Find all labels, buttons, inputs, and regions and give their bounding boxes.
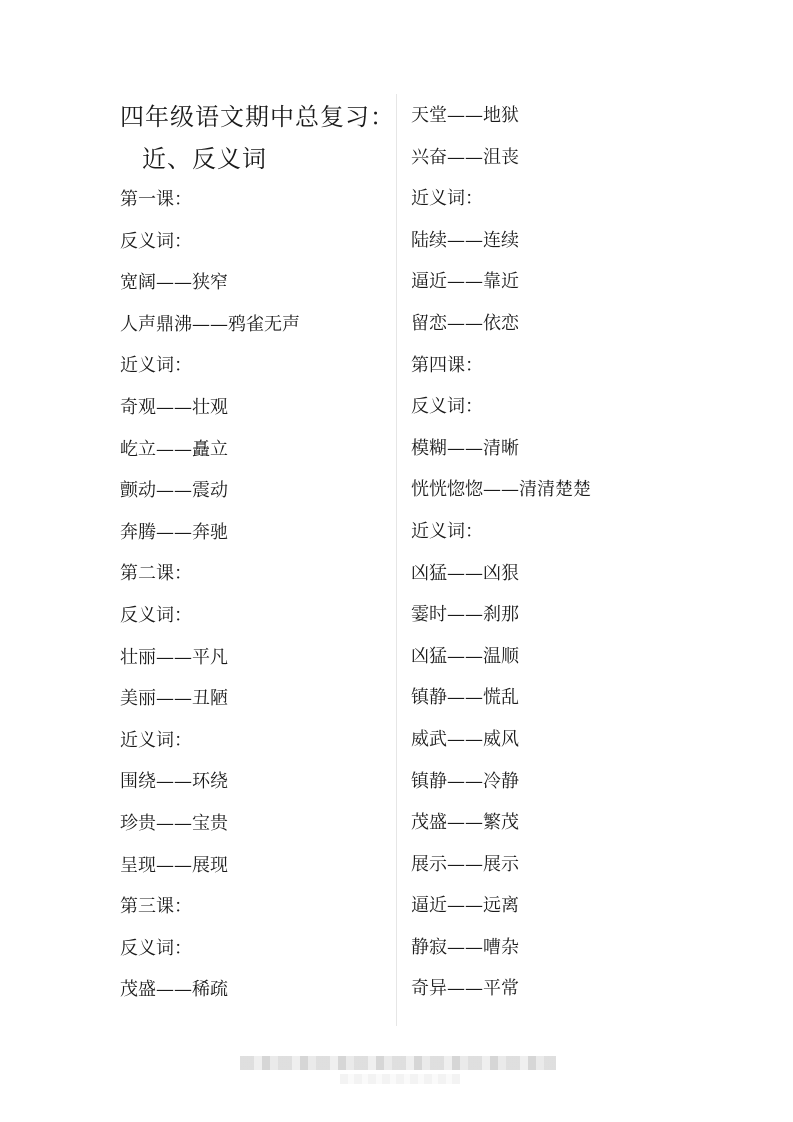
word-pair: 珍贵——宝贵: [120, 812, 228, 834]
column-divider: [396, 94, 397, 1026]
right-column: [411, 102, 591, 1017]
word-pair: 茂盛——稀疏: [120, 979, 228, 1001]
word-pair: 美丽——丑陋: [120, 688, 228, 710]
word-pair: 兴奋——沮丧: [411, 146, 519, 168]
page-subtitle: 近、反义词: [142, 145, 267, 173]
lesson-heading: 第四课：: [411, 354, 483, 376]
word-pair: 威武——威风: [411, 728, 519, 750]
word-pair: 壮丽——平凡: [120, 646, 228, 668]
section-label: 反义词：: [120, 937, 192, 959]
section-label: 近义词：: [411, 188, 483, 210]
word-pair: 茂盛——繁茂: [411, 812, 519, 834]
word-pair: 凶猛——凶狠: [411, 562, 519, 584]
word-pair: 人声鼎沸——鸦雀无声: [120, 313, 300, 335]
word-pair: 凶猛——温顺: [411, 645, 519, 667]
left-column: [120, 186, 300, 1018]
section-label: 近义词：: [411, 520, 483, 542]
word-pair: 逼近——远离: [411, 895, 519, 917]
section-label: 反义词：: [411, 396, 483, 418]
word-pair: 陆续——连续: [411, 229, 519, 251]
word-pair: 屹立——矗立: [120, 438, 228, 460]
word-pair: 奔腾——奔驰: [120, 521, 228, 543]
word-pair: 展示——展示: [411, 853, 519, 875]
section-label: 近义词：: [120, 355, 192, 377]
word-pair: 逼近——靠近: [411, 271, 519, 293]
blurred-footer-subline: [340, 1074, 460, 1084]
word-pair: 宽阔——狭窄: [120, 272, 228, 294]
section-label: 反义词：: [120, 604, 192, 626]
lesson-heading: 第一课：: [120, 189, 192, 210]
section-label: 反义词：: [120, 230, 192, 252]
word-pair: 镇静——冷静: [411, 770, 519, 792]
lesson-heading: 第三课：: [120, 896, 192, 918]
word-pair: 天堂——地狱: [411, 105, 519, 126]
word-pair: 颤动——震动: [120, 480, 228, 502]
word-pair: 静寂——嘈杂: [411, 936, 519, 958]
word-pair: 恍恍惚惚——清清楚楚: [411, 479, 591, 501]
page-title: 四年级语文期中总复习：: [120, 103, 395, 131]
lesson-heading: 第二课：: [120, 563, 192, 585]
word-pair: 围绕——环绕: [120, 771, 228, 793]
word-pair: 留恋——依恋: [411, 312, 519, 334]
word-pair: 镇静——慌乱: [411, 687, 519, 709]
word-pair: 奇观——壮观: [120, 396, 228, 418]
word-pair: 奇异——平常: [411, 978, 519, 1000]
blurred-footer-watermark: [240, 1056, 556, 1070]
word-pair: 模糊——清晰: [411, 437, 519, 459]
section-label: 近义词：: [120, 729, 192, 751]
word-pair: 呈现——展现: [120, 854, 228, 876]
word-pair: 霎时——刹那: [411, 604, 519, 626]
